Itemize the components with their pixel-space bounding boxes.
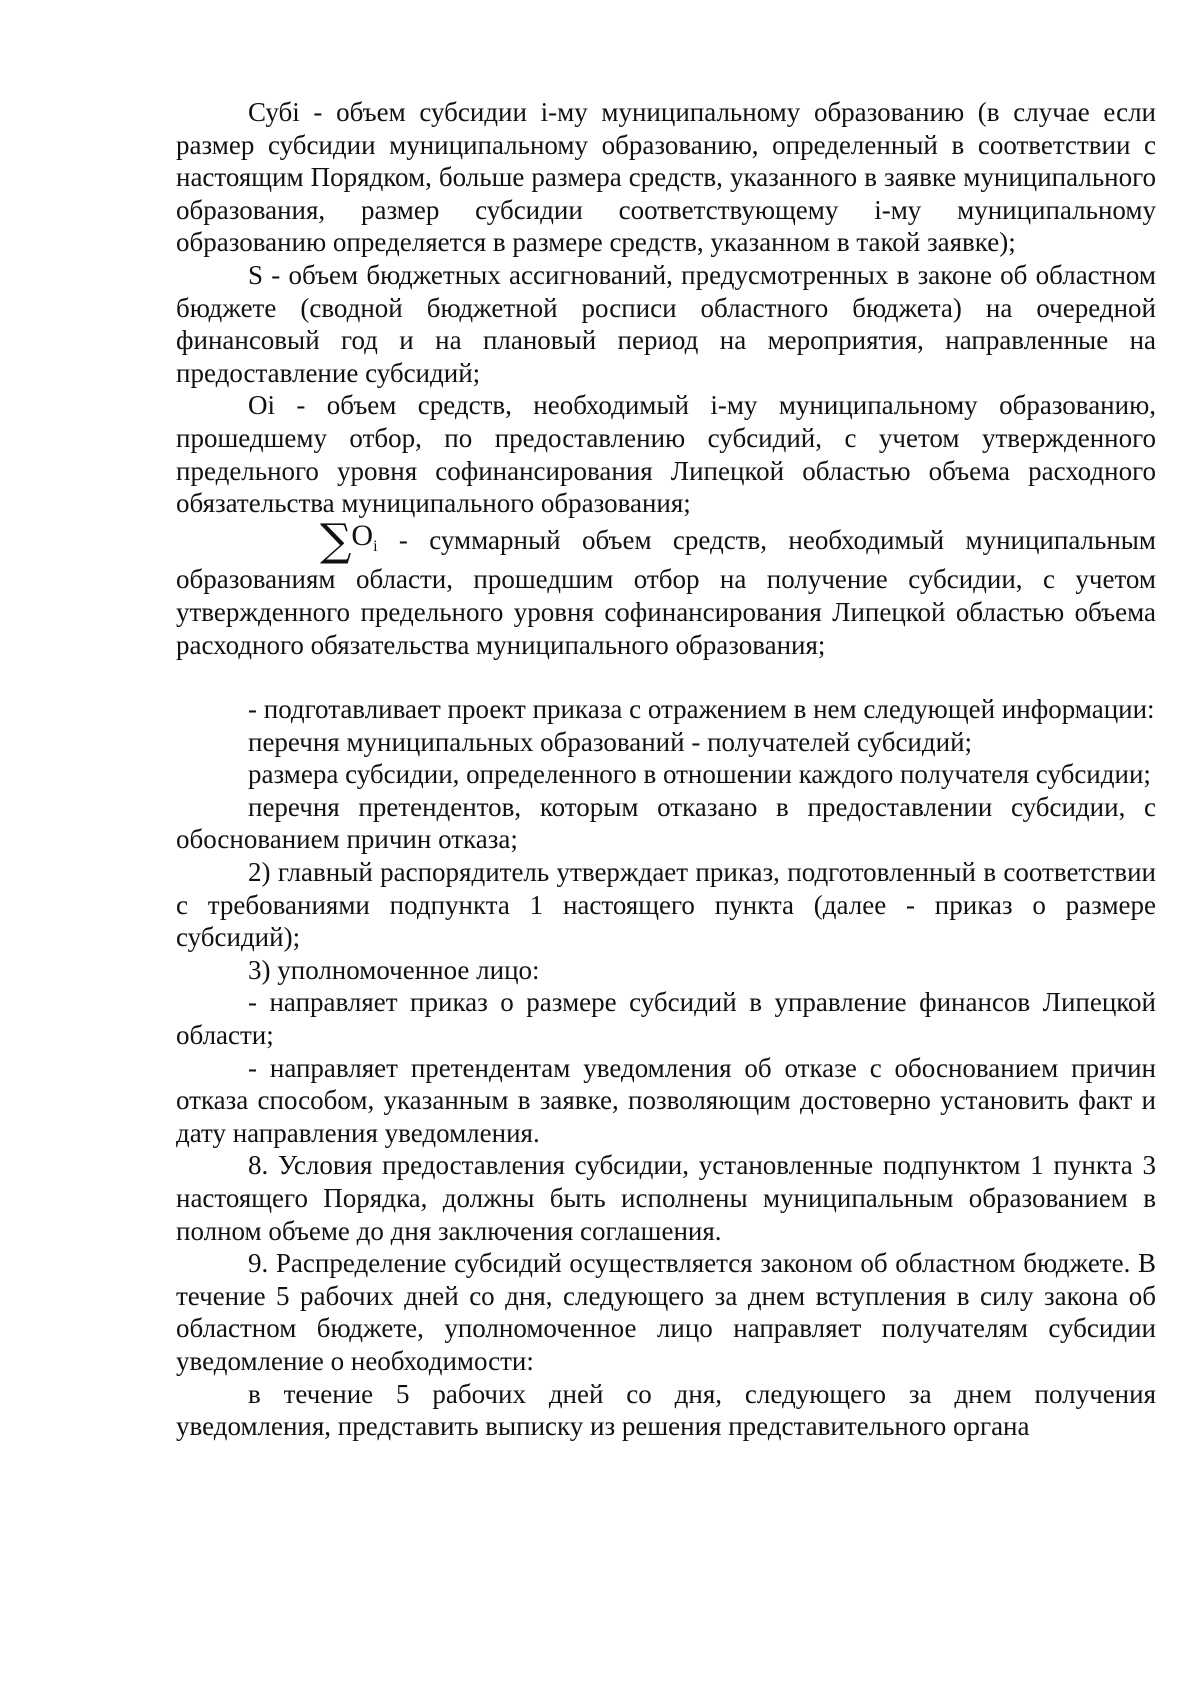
sum-formula [248,514,378,566]
sum-oi-text: - суммарный объем средств, необходимый муниципальным образованиям области, прошедшим отбор на получение субсидии, с учетом утвержденного предельного уровня софинансирования Липецкой областью объема расходного обязательства муниципального образования; [176,524,1156,660]
paragraph-item-3: 3) уполномоченное лицо: [248,954,540,985]
blank-line [176,661,1156,693]
paragraph-section-8: 8. Условия предоставления субсидии, установленные подпунктом 1 пункта 3 настоящего Порядка, должны быть исполнены муниципальным образованием в полном объеме до дня заключения соглашения. [176,1150,1156,1246]
paragraph-item-2: 2) главный распорядитель утверждает приказ, подготовленный в соответствии с требованиями подпункта 1 настоящего пункта (далее - приказ о размере субсидий); [176,857,1156,953]
paragraph-s-definition: S - объем бюджетных ассигнований, предусмотренных в законе об областном бюджете (сводной бюджетной росписи областного бюджета) на очередной финансовый год и на плановый период на мероприятия, направленные на предоставление субсидий; [176,259,1156,388]
paragraph-sum-oi-definition [176,514,1156,661]
o-symbol: O [351,518,374,552]
paragraph-sends-order: - направляет приказ о размере субсидий в управление финансов Липецкой области; [176,987,1156,1051]
paragraph-subsidy-size: размера субсидии, определенного в отношении каждого получателя субсидии; [248,759,1151,790]
paragraph-section-9: 9. Распределение субсидий осуществляется законом об областном бюджете. В течение 5 рабочих дней со дня, следующего за днем вступления в силу закона об областном бюджете, уполномоченное лицо направляет получателям субсидии уведомление о необходимости: [176,1248,1156,1376]
paragraph-within-5-days: в течение 5 рабочих дней со дня, следующего за днем получения уведомления, представить выписку из решения представительного органа [176,1378,1156,1442]
paragraph-prepares-order: - подготавливает проект приказа с отражением в нем следующей информации: [248,694,1155,725]
subscript-i: i [373,537,378,555]
paragraph-subi-definition: Субi - объем субсидии i-му муниципальному образованию (в случае если размер субсидии муниципальному образованию, определенный в соответствии с настоящим Порядком, больше размера средств, указанного в заявке муниципального образования, размер субсидии соответствующему i-му муниципальному образованию определяется в размере средств, указанном в такой заявке); [176,97,1156,258]
sigma-symbol: ∑ [320,514,352,566]
paragraph-oi-definition: Оi - объем средств, необходимый i-му муниципальному образованию, прошедшему отбор, по предоставлению субсидий, с учетом утвержденного предельного уровня софинансирования Липецкой областью объема расходного обязательства муниципального образования; [176,390,1156,519]
paragraph-sends-refusals: - направляет претендентам уведомления об отказе с обоснованием причин отказа способом, указанным в заявке, позволяющим достоверно установить факт и дату направления уведомления. [176,1052,1156,1148]
paragraph-list-refused: перечня претендентов, которым отказано в предоставлении субсидии, с обоснованием причин отказа; [176,791,1156,855]
document-page [176,96,1156,1443]
paragraph-list-recipients: перечня муниципальных образований - получателей субсидий; [248,726,973,757]
